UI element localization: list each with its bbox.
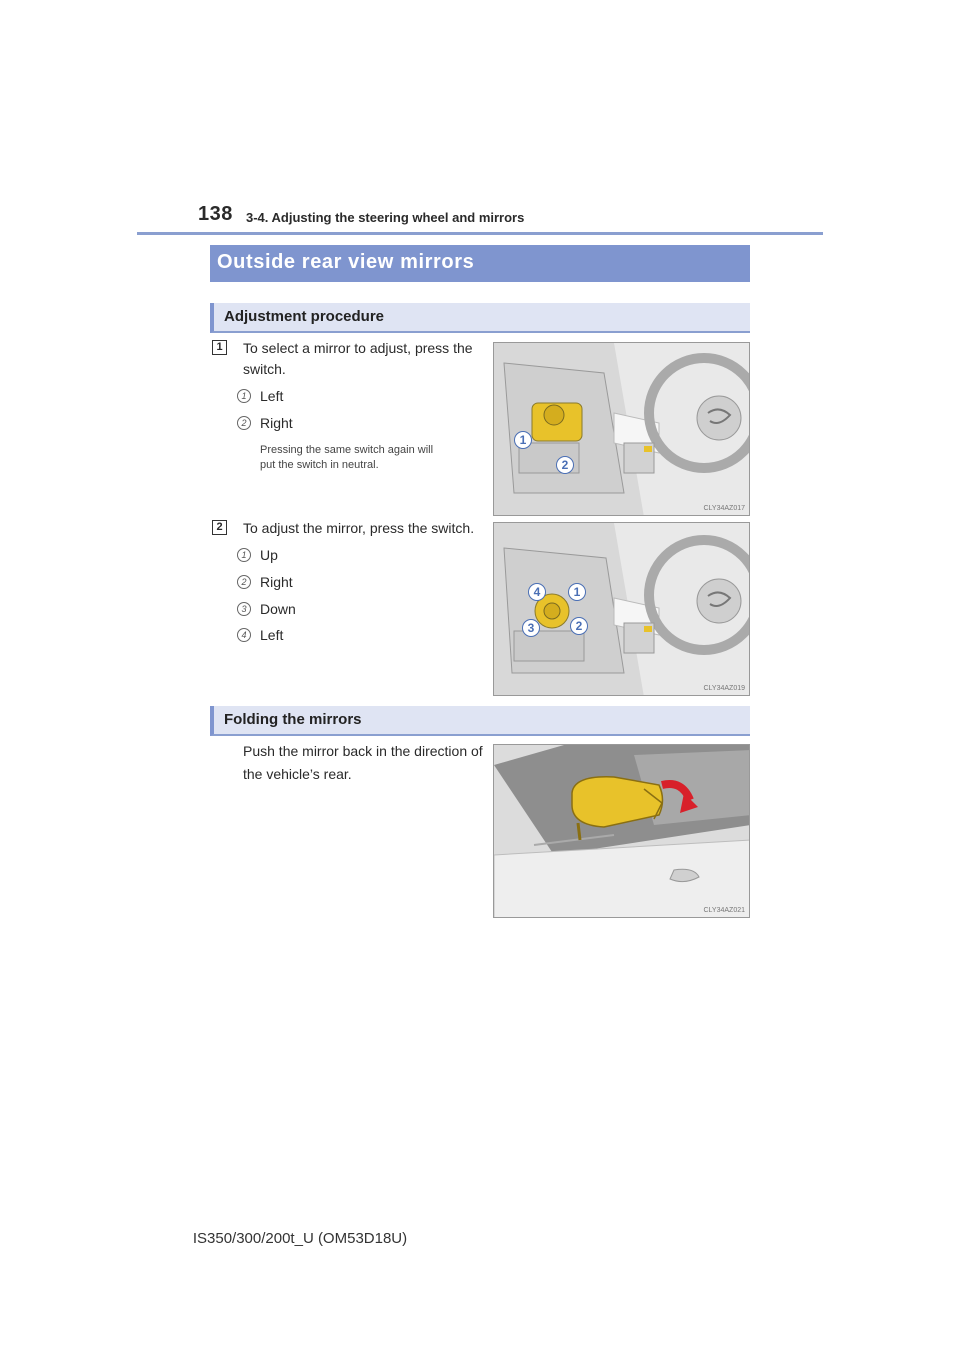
step-2-item-3-number: 3 <box>237 602 251 616</box>
figure-1-code: CLY34AZ017 <box>703 505 745 512</box>
step-2-item-2-label: Right <box>260 574 293 590</box>
page-number: 138 <box>198 203 233 225</box>
step-2-item-4-number: 4 <box>237 628 251 642</box>
step-2-item-3-label: Down <box>260 601 296 617</box>
figure-mirror-adjust-switch <box>493 522 750 696</box>
figure-2-code: CLY34AZ019 <box>703 685 745 692</box>
step-2-item-2-number: 2 <box>237 575 251 589</box>
step-1-note-line2: put the switch in neutral. <box>260 459 379 471</box>
figure-2-callout-2: 2 <box>570 617 588 635</box>
step-1-item-2-number: 2 <box>237 416 251 430</box>
step-1-text-line1: To select a mirror to adjust, press the <box>243 340 473 356</box>
step-1-number: 1 <box>212 340 227 355</box>
figure-3-code: CLY34AZ021 <box>703 907 745 914</box>
figure-2-callout-1: 1 <box>568 583 586 601</box>
figure-2-callout-4: 4 <box>528 583 546 601</box>
step-1-text-line2: switch. <box>243 361 286 377</box>
main-heading: Outside rear view mirrors <box>210 245 750 282</box>
section-title: 3-4. Adjusting the steering wheel and mirrors <box>246 210 525 225</box>
footer-model-text: IS350/300/200t_U (OM53D18U) <box>192 1230 408 1247</box>
step-2-text: To adjust the mirror, press the switch. <box>243 520 475 536</box>
figure-1-callout-2: 2 <box>556 456 574 474</box>
header-rule <box>137 232 823 235</box>
figure-2-callout-3: 3 <box>522 619 540 637</box>
folding-text-line1: Push the mirror back in the direction of <box>243 743 483 759</box>
step-1-item-1-number: 1 <box>237 389 251 403</box>
adjustment-heading: Adjustment procedure <box>210 303 750 333</box>
step-2-item-1-number: 1 <box>237 548 251 562</box>
folding-text-line2: the vehicle’s rear. <box>243 766 352 782</box>
mirror-adjust-switch-illustration <box>494 523 750 696</box>
figure-folding-mirror <box>493 744 750 918</box>
step-1-item-1-label: Left <box>260 388 284 404</box>
footer-model <box>0 1230 960 1247</box>
figure-mirror-select-switch <box>493 342 750 516</box>
step-1-note-line1: Pressing the same switch again will <box>260 444 434 456</box>
step-1-item-2-label: Right <box>260 415 293 431</box>
step-2-item-4-label: Left <box>260 627 284 643</box>
folding-heading: Folding the mirrors <box>210 706 750 736</box>
step-2-item-1-label: Up <box>260 547 278 563</box>
step-2-number: 2 <box>212 520 227 535</box>
figure-1-callout-1: 1 <box>514 431 532 449</box>
folding-mirror-illustration <box>494 745 750 918</box>
mirror-select-switch-illustration <box>494 343 750 516</box>
